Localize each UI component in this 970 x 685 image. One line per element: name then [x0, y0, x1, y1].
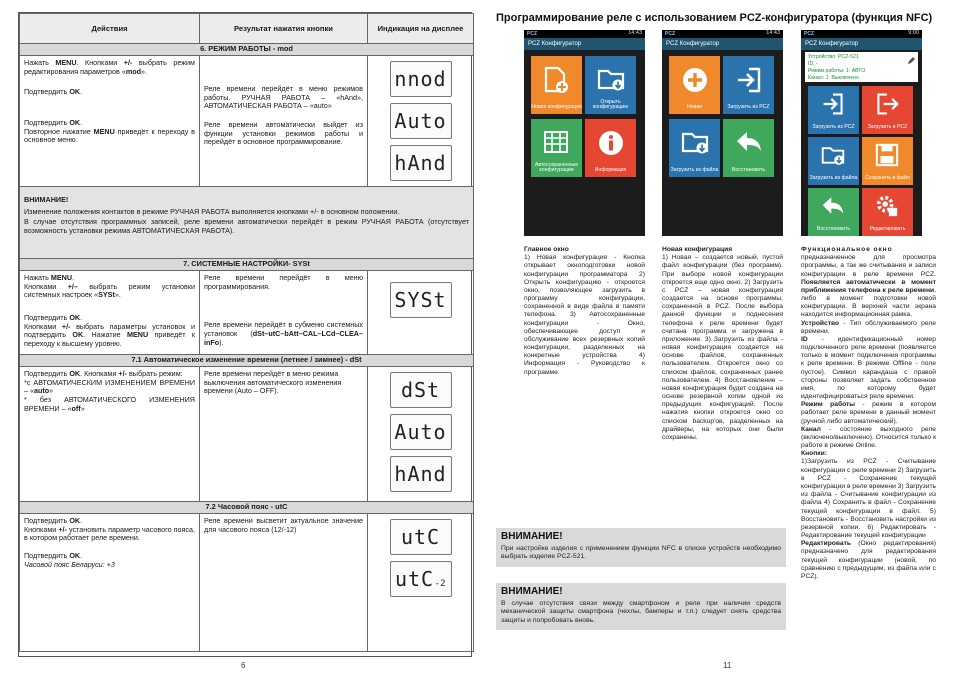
lcd-display: utC -2	[390, 561, 452, 597]
tile-new-configuration[interactable]: Новая конфигурация	[531, 56, 582, 114]
app-bar: PCZ Конфигуратор	[801, 38, 922, 50]
status-bar: PCZ 9:00	[801, 30, 922, 38]
sec71-displays	[368, 367, 474, 502]
tile-load-from-file[interactable]: Загрузить из файла	[808, 137, 859, 185]
section-6-title: 6. РЕЖИМ РАБОТЫ - mod	[20, 44, 474, 56]
lcd-display: SYSt	[390, 282, 452, 318]
new-file-icon	[543, 66, 569, 94]
open-folder-icon	[597, 66, 625, 92]
section-7-2-title: 7.2 Часовой пояс - utC	[20, 502, 474, 514]
sec7-results: Реле времени перейдёт в меню программирования. Реле времени перейдёт в субменю системных установок (dSt–utC–bAtt–CAL–LCd–CLEA–inFo).	[200, 271, 368, 355]
sec72-displays	[368, 514, 474, 652]
plus-icon	[681, 66, 709, 94]
folder-download-icon	[681, 129, 709, 155]
sec7-actions: Нажать MENU. Кнопками +/– выбрать режим установки системных настроек «SYSt». Подтвердить OK. Кнопками +/- выбрать параметры установок и подтвердить OK. Нажатие MENU приведёт к переходу к высшему уровню.	[20, 271, 200, 355]
tile-load-from-file[interactable]: Загрузить из файла	[669, 119, 720, 177]
attention-note: ВНИМАНИЕ! Изменение положения контактов в режиме РУЧНАЯ РАБОТА выполняется кнопками +/- в основном положении. В случае отсутствия программных записей, реле времени автоматически перейдёт в режим РУЧНАЯ РАБОТА (отсутствует возможность установки режима АВТОМАТИЧЕСКАЯ РАБОТА).	[20, 187, 474, 259]
folder-download-icon	[821, 143, 845, 167]
tile-open-configuration[interactable]: Открыть конфигурацию	[585, 56, 636, 114]
right-page	[488, 0, 970, 685]
sec6-actions: Нажать MENU. Кнопками +/- выбрать режим редактирования параметров «mod». Подтвердить OK. Подтвердить OK. Повторное нажатие MENU приведёт к переходу в основное меню.	[20, 56, 200, 187]
sec72-result: Реле времени высветит актуальное значение для часового пояса (12/-12)	[200, 514, 368, 652]
new-configuration-description: Новая конфигурация 1) Новая – создается новый, пустой файл конфигурации (без программ). При выборе новой конфигурации откроется еще одно окно. 2) Загрузить с PCZ – новая конфигурация создается на основе программы, сохраненной в PCZ. После выбора данной функции и поднесения телефона к реле времени будет считана программа и загружена в приложение. 3) Загрузить из файла - новая конфигурация создается на основе файлов, сохраненных пользователем. Откроется окно со списком файлов, сохраненных ранее пользователем. 4) Восстановление – новая конфигурация будет создана на основе резервной копии одной из предыдущих конфигураций. После нажатия кнопки откроется окно со списком backup'ов, разделенных на драйверы, на которых они были сохранены.	[662, 246, 783, 441]
lcd-display: hAnd	[390, 145, 452, 181]
grid-table-icon	[543, 129, 569, 155]
lcd-display: Auto	[390, 103, 452, 139]
lcd-display: Auto	[390, 414, 452, 450]
status-bar: PCZ 14:43	[524, 30, 645, 38]
phone-function-window	[801, 30, 922, 236]
phone-new-configuration	[662, 30, 783, 236]
logout-arrow-icon	[875, 92, 899, 116]
back-arrow-icon	[735, 129, 763, 155]
sec6-result-2: Реле времени автоматически выйдет из функции установки режимов работы и перейдёт в основное программирование.	[204, 119, 363, 147]
header-display: Индикация на дисплее	[368, 14, 474, 44]
tile-save-to-file[interactable]: Сохранить в файл	[862, 137, 913, 185]
right-page-title: Программирование реле с использованием PCZ-конфигуратора (функция NFC)	[496, 12, 933, 24]
tile-load-from-pcz[interactable]: Загрузить из PCZ	[723, 56, 774, 114]
tile-load-from-pcz[interactable]: Загрузить из PCZ	[808, 86, 859, 134]
page-number-left: 6	[241, 661, 246, 670]
header-result: Результат нажатия кнопки	[200, 14, 368, 44]
tile-edit[interactable]: Редактировать	[862, 188, 913, 236]
sec72-actions: Подтвердить OK. Кнопками +/- установить параметр часового пояса, в котором работает реле времени. Подтвердить OK. Часовой пояс Беларуси: +3	[20, 514, 200, 652]
lcd-display: utC	[390, 519, 452, 555]
status-bar: PCZ 14:43	[662, 30, 783, 38]
tile-load-to-pcz[interactable]: Загрузить в PCZ	[862, 86, 913, 134]
lcd-display: nnod	[390, 61, 452, 97]
login-arrow-icon	[735, 66, 763, 94]
tile-new[interactable]: Новая	[669, 56, 720, 114]
save-disk-icon	[875, 143, 899, 167]
login-arrow-icon	[821, 92, 845, 116]
lcd-display: hAnd	[390, 456, 452, 492]
section-7-title: 7. СИСТЕМНЫЕ НАСТРОЙКИ- SYSt	[20, 259, 474, 271]
phone-main-window	[524, 30, 645, 236]
sec7-displays	[368, 271, 474, 355]
tile-restore[interactable]: Восстановить	[808, 188, 859, 236]
tile-autosaved-configurations[interactable]: Автосохраненные конфигурации	[531, 119, 582, 177]
section-7-1-title: 7.1 Автоматическое изменение времени (летнее / зимнее) - dSt	[20, 355, 474, 367]
function-window-description: Функциональное окно предназначенное для просмотра программы, а так же считывания и записи конфигурации в реле времени PCZ. Появляется автоматически в момент приближения телефона к реле времени, либо в момент подготовки новой конфигурации. В верхней части экрана находится информационная рамка. Устройство - Тип обслуживаемого реле времени. ID - идентификационный номер подключенного реле времени (появляется только в момент подключения программы к реле времени. В режиме Offline - поле пустое). Символ карандаша с правой стороны позволяет задать собственное имя, по которому будет идентифицироваться реле времени. Режим работы - режим в котором работает реле времени в данный момент (ручной либо автоматический). Канал - состояние выходного реле (включено/выключено). Относится только к работе в режиме Online. Кнопки: 1)Загрузить из PCZ - Считывание конфигурации с реле времени 2) Загрузить в PCZ - Сохранение текущей конфигурации в реле времени 3) Загрузить из файла - Считывание конфигурации из файла 4) Сохранить в файл - Сохранение текущей конфигурации в файл. 5) Восстановить - Восстановить настройки из резервной копии. 6) Редактировать - Редактирование текущей конфигурации Редактировать (Окно редактирования) предназначено для редактирования текущей конфигурации (новой, по сравнению с предыдущим, из файла или с PCZ).	[801, 246, 936, 580]
sec6-result-1: Реле времени перейдёт в меню режимов работы. РУЧНАЯ РАБОТА – «hAnd», АВТОМАТИЧЕСКАЯ РАБОТА – «auto»	[204, 84, 363, 111]
device-info-frame: Устройство: PCZ-521 ID: - Режим работы: 1: АВТО Канал: 1: Выключено	[805, 52, 918, 82]
sec71-result: Реле времени перейдёт в меню режима выключения автоматического изменения времени (Auto – OFF).	[200, 367, 368, 502]
gear-edit-icon	[875, 194, 899, 218]
lcd-display: dSt	[390, 372, 452, 408]
app-bar: PCZ Конфигуратор	[662, 38, 783, 50]
settings-table	[19, 13, 474, 652]
sec7-result-1: Реле времени перейдёт в меню программирования.	[204, 273, 363, 291]
tile-information[interactable]: Информация	[585, 119, 636, 177]
main-window-description: Главное окно 1) Новая конфигурация - Кнопка открывает окноподготовки новой конфигурации программатора 2) Открыть конфигурацию - откроется окно, позволяющее загрузить в программу конфигурации, сохраненной в виде файла в памяти телефона. 3) Автосохраненные конфигурации - Окно, обеспечивающее доступ и обслуживание всех резервных копий конфигурации, разделенных на конкретные устройства 4) Информация - Руководство к программе.	[524, 246, 645, 376]
back-arrow-icon	[821, 194, 845, 218]
sec71-actions: Подтвердить OK. Кнопками +/- выбрать режим: *с АВТОМАТИЧЕСКИМ ИЗМЕНЕНИЕМ ВРЕМЕНИ – «auto» * без АВТОМАТИЧЕСКОГО ИЗМЕНЕНИЯ ВРЕМЕНИ – «off»	[20, 367, 200, 502]
app-bar: PCZ Конфигуратор	[524, 38, 645, 50]
page-number-right: 11	[723, 661, 732, 670]
info-icon	[597, 129, 625, 157]
sec6-displays	[368, 56, 474, 187]
header-actions: Действия	[20, 14, 200, 44]
left-page	[18, 12, 472, 657]
warning-box-nfc: ВНИМАНИЕ! При настройке изделия с применением функции NFC в списке устройств необходимо выбрать изделие PCZ-521.	[496, 528, 786, 567]
tile-restore[interactable]: Восстановить	[723, 119, 774, 177]
pencil-icon[interactable]	[907, 57, 915, 65]
warning-box-connection: ВНИМАНИЕ! В случае отсутствия связи между смартфоном и реле при наличии средств механической защиты смартфона (чехлы, бамперы и т.п.) следует снять средства защиты и попробовать вновь.	[496, 583, 786, 630]
sec6-results	[200, 56, 368, 187]
